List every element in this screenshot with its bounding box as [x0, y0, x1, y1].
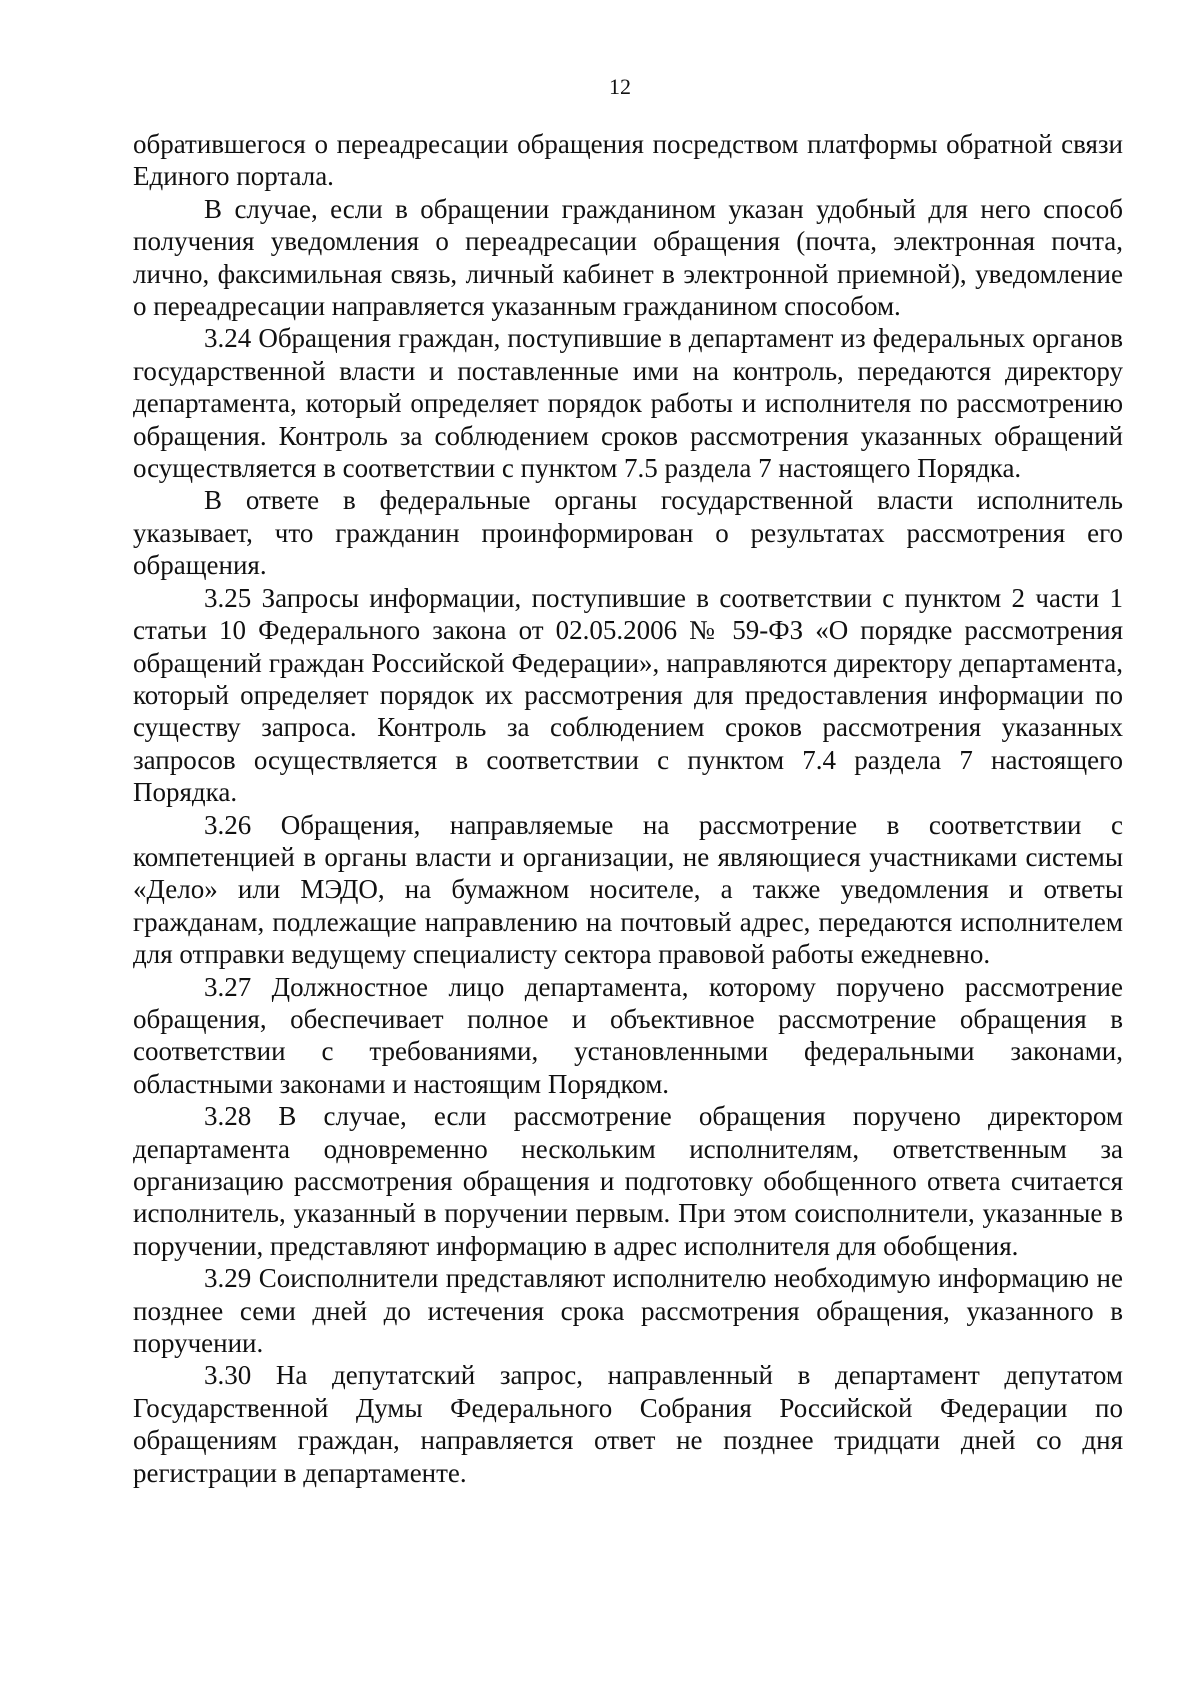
paragraph-3-27: 3.27 Должностное лицо департамента, которому поручено рассмотрение обращения, обеспечивает полное и объективное рассмотрение обращения в соответствии с требованиями, установленными федеральными законами, областными законами и настоящим Порядком. [133, 971, 1123, 1099]
paragraph-federal-response: В ответе в федеральные органы государственной власти исполнитель указывает, что гражданин проинформирован о результатах рассмотрения его обращения. [133, 485, 1123, 581]
paragraph-3-29: 3.29 Соисполнители представляют исполнителю необходимую информацию не позднее семи дней до истечения срока рассмотрения обращения, указанного в поручении. [133, 1263, 1123, 1359]
paragraph-3-24: 3.24 Обращения граждан, поступившие в департамент из федеральных органов государственной власти и поставленные ими на контроль, передаются директору департамента, который определяет порядок работы и исполнителя по рассмотрению обращения. Контроль за соблюдением сроков рассмотрения указанных обращений осуществляется в соответствии с пунктом 7.5 раздела 7 настоящего Порядка. [133, 323, 1123, 484]
paragraph-notification-method: В случае, если в обращении гражданином указан удобный для него способ получения уведомления о переадресации обращения (почта, электронная почта, лично, факсимильная связь, личный кабинет в электронной приемной), уведомление о переадресации направляется указанным гражданином способом. [133, 193, 1123, 322]
paragraph-3-25: 3.25 Запросы информации, поступившие в соответствии с пунктом 2 части 1 статьи 10 Федерального закона от 02.05.2006 № 59-ФЗ «О порядке рассмотрения обращений граждан Российской Федерации», направляются директору департамента, который определяет порядок их рассмотрения для предоставления информации по существу запроса. Контроль за соблюдением сроков рассмотрения указанных запросов осуществляется в соответствии с пунктом 7.4 раздела 7 настоящего Порядка. [133, 582, 1123, 808]
paragraph-3-26: 3.26 Обращения, направляемые на рассмотрение в соответствии с компетенцией в органы власти и организации, не являющиеся участниками системы «Дело» или МЭДО, на бумажном носителе, а также уведомления и ответы гражданам, подлежащие направлению на почтовый адрес, передаются исполнителем для отправки ведущему специалисту сектора правовой работы ежедневно. [133, 809, 1123, 970]
paragraph-3-30: 3.30 На депутатский запрос, направленный в департамент депутатом Государственной Думы Федерального Собрания Российской Федерации по обращениям граждан, направляется ответ не позднее тридцати дней со дня регистрации в департаменте. [133, 1360, 1123, 1488]
document-body [133, 128, 1123, 1489]
paragraph-continuation: обратившегося о переадресации обращения посредством платформы обратной связи Единого портала. [133, 129, 1123, 192]
paragraph-3-28: 3.28 В случае, если рассмотрение обращения поручено директором департамента одновременно нескольким исполнителям, ответственным за организацию рассмотрения обращения и подготовку обобщенного ответа считается исполнитель, указанный в поручении первым. При этом соисполнители, указанные в поручении, представляют информацию в адрес исполнителя для обобщения. [133, 1101, 1123, 1261]
page-number: 12 [609, 74, 631, 99]
